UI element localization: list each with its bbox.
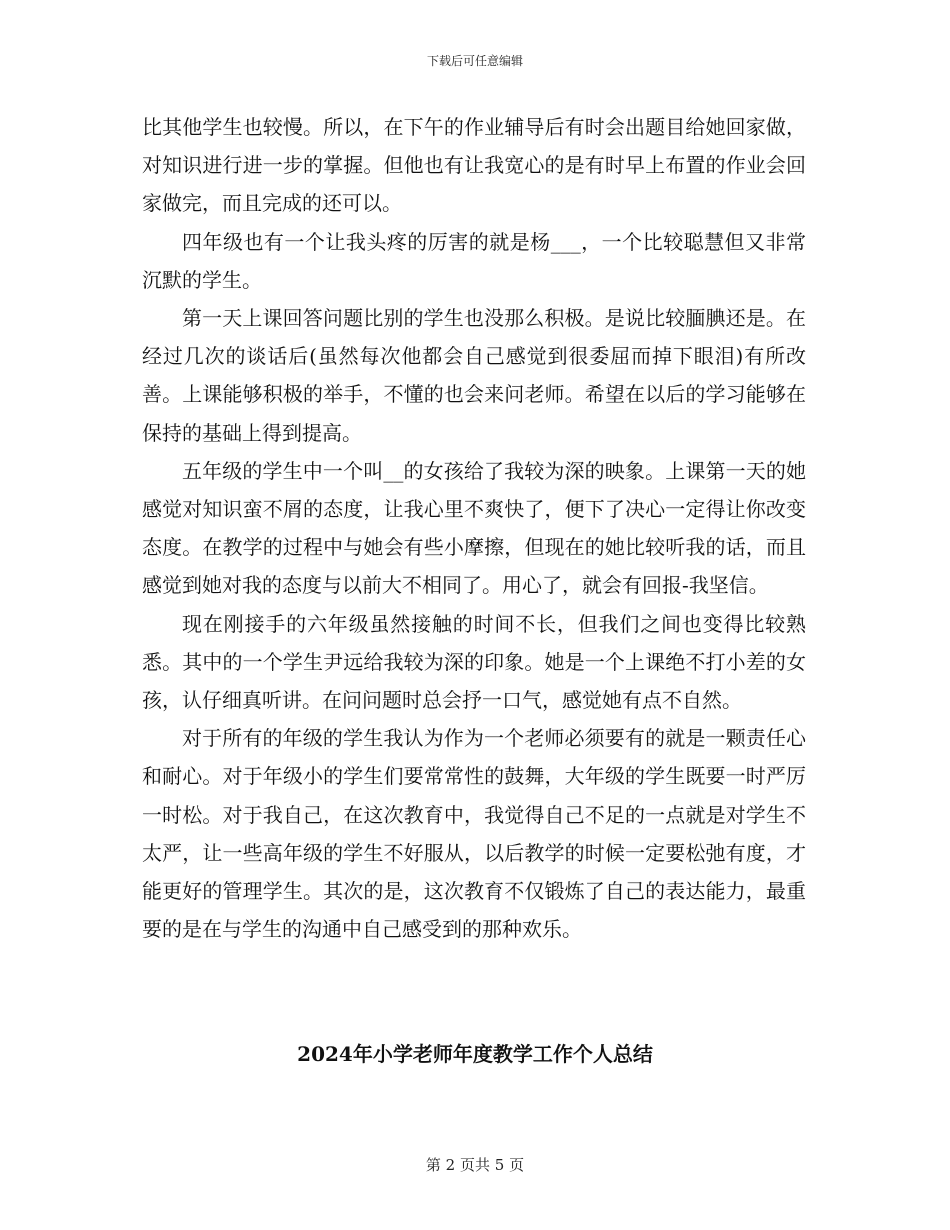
section-title: 2024年小学老师年度教学工作个人总结 [297,1042,653,1066]
page-footer: 第 2 页共 5 页 [425,1156,525,1174]
page-header: 下载后可任意编辑 [426,54,523,68]
paragraph-3: 第一天上课回答问题比别的学生也没那么积极。是说比较腼腆还是。在经过几次的谈话后(虽然每次他都会自己感觉到很委屈而掉下眼泪)有所改善。上课能够积极的举手，不懂的也会来问老师。希望在以后的学习能够在保持的基础上得到提高。 [142,306,806,445]
body-text [142,108,806,948]
paragraph-2: 四年级也有一个让我头疼的厉害的就是杨___，一个比较聪慧但又非常沉默的学生。 [142,229,806,292]
paragraph-5: 现在刚接手的六年级虽然接触的时间不长，但我们之间也变得比较熟悉。其中的一个学生尹远给我较为深的印象。她是一个上课绝不打小差的女孩，认仔细真听讲。在问问题时总会抒一口气，感觉她有点不自然。 [142,611,806,713]
paragraph-6: 对于所有的年级的学生我认为作为一个老师必须要有的就是一颗责任心和耐心。对于年级小的学生们要常常性的鼓舞，大年级的学生既要一时严厉一时松。对于我自己，在这次教育中，我觉得自己不足的一点就是对学生不太严，让一些高年级的学生不好服从，以后教学的时候一定要松弛有度，才能更好的管理学生。其次的是，这次教育不仅锻炼了自己的表达能力，最重要的是在与学生的沟通中自己感受到的那种欢乐。 [142,726,806,942]
paragraph-4: 五年级的学生中一个叫__的女孩给了我较为深的映象。上课第一天的她感觉对知识蛮不屑的态度，让我心里不爽快了，便下了决心一定得让你改变态度。在教学的过程中与她会有些小摩擦，但现在的她比较听我的话，而且感觉到她对我的态度与以前大不相同了。用心了，就会有回报-我坚信。 [142,458,806,598]
paragraph-1: 比其他学生也较慢。所以，在下午的作业辅导后有时会出题目给她回家做，对知识进行进一步的掌握。但他也有让我宽心的是有时早上布置的作业会回家做完，而且完成的还可以。 [142,115,806,216]
